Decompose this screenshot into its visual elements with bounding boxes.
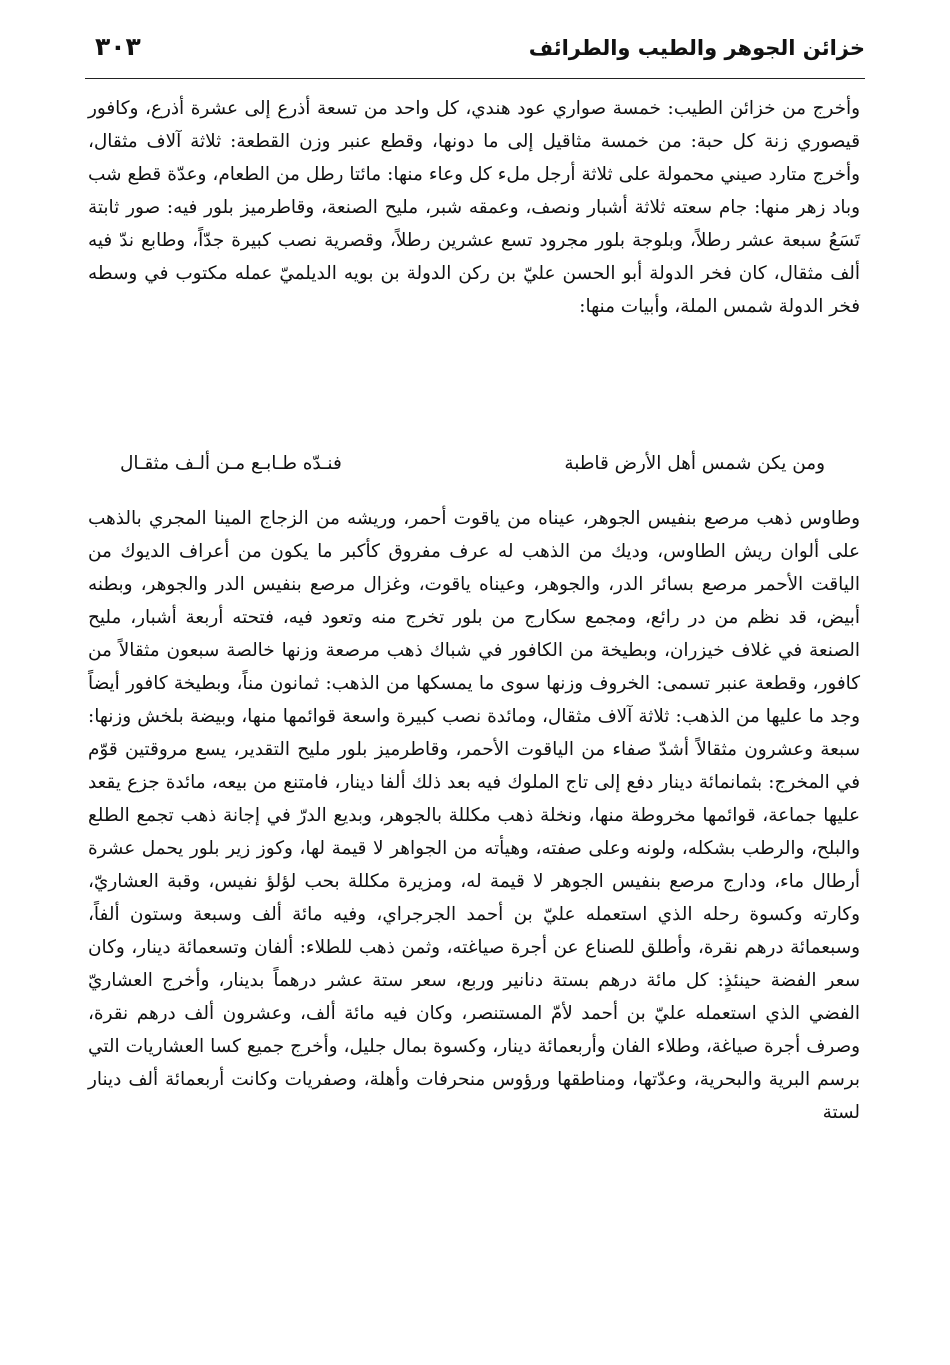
- paragraph-jewel-treasury: وطاوس ذهب مرصع بنفيس الجوهر، عيناه من ياقوت أحمر، وريشه من الزجاج المينا المجري بالذهب على ألوان ريش الطاوس، وديك من الذهب له عرف مفروق كأكبر ما يكون من أعراف الديوك من الياقت الأحمر مرصع بسائر الدر، والجوهر، وعيناه ياقوت، وغزال مرصع بنفيس الدر والجوهر، وبطنه أبيض، قد نظم من در رائع، ومجمع سكارج من بلور تخرج منه وتعود فيه، فتحته أربعة أشبار، مليح الصنعة في غلاف خيزران، وبطيخة من الكافور في شباك ذهب مرصعة وزنها خالصة سبعون مثقالاً من كافور، وقطعة عنبر تسمى: الخروف وزنها سوى ما يمسكها من الذهب: ثمانون مناً، وبطيخة كافور أيضاً وجد ما عليها من الذهب: ثلاثة آلاف مثقال، ومائدة نصب كبيرة واسعة قوائمها منها، وبيضة بلخش وزنها: سبعة وعشرون مثقالاً أشدّ صفاء من الياقوت الأحمر، وقاطرميز بلور مليح التقدير، يسع مروقتين قوّم في المخرج: بثمانمائة دينار دفع إلى تاج الملوك فيه بعد ذلك ألفا دينار، فامتنع من بيعه، مائدة جزع يقعد عليها جماعة، قوائمها مخروطة منها، ونخلة ذهب مكللة بالجوهر، وبديع الدرّ في إجانة ذهب تجمع الطلع والبلح، والرطب بشكله، ولونه وعلى صفته، وهيأته من الجواهر لا قيمة لها، وكوز زير بلور يحمل عشرة أرطال ماء، ودارج مرصع بنفيس الجوهر لا قيمة له، ومزيرة مكللة بحب لؤلؤ نفيس، وقبة العشاريّ، وكارته وكسوة رحله الذي استعمله عليّ بن أحمد الجرجراي، وفيه مائة ألف وسبعة وستون ألفاً، وسبعمائة درهم نقرة، وأطلق للصناع عن أجرة صياغته، وثمن ذهب للطلاء: ألفان وتسعمائة دينار، وكان سعر الفضة حينئذٍ: كل مائة درهم بستة دنانير وربع، سعر ستة عشر درهماً بدينار، وأخرج العشاريّ الفضي الذي استعمله عليّ بن أحمد لأمّ المستنصر، وكان فيه مائة ألف، وعشرون ألف درهم نقرة، وصرف أجرة صياغة، وطلاء الفان وأربعمائة دينار، وكسوة بمال جليل، وأخرج جميع كسا العشاريات التي برسم البرية والبحرية، وعدّتها، ومناطقها ورؤوس منحرفات وأهلة، وصفريات وكانت أربعمائة ألف دينار لستة: [88, 508, 860, 1123]
- verse-first-hemistich: ومن يكن شمس أهل الأرض قاطبة: [564, 453, 825, 474]
- paragraph-perfume-treasury: وأخرج من خزائن الطيب: خمسة صواري عود هندي، كل واحد من تسعة أذرع إلى عشرة أذرع، وكافور قيصوري زنة كل حبة: من خمسة مثاقيل إلى ما دونها، وقطع عنبر وزن القطعة: ثلاثة آلاف مثقال، وأخرج متارد صيني محمولة على ثلاثة أرجل ملء كل وعاء منها: مائتا رطل من الطعام، وعدّة قطع شب وباد زهر منها: جام سعته ثلاثة أشبار ونصف، وعمقه شبر، مليح الصنعة، وقاطرميز بلور فيه: صور ثابتة تَسَعُ سبعة عشر رطلاً، وبلوجة بلور مجرود تسع عشرين رطلاً، وقصرية نصب كبيرة جدّاً، وطابع ندّ فيه ألف مثقال، كان فخر الدولة أبو الحسن عليّ بن ركن الدولة بن بويه الديلميّ عمله مكتوب في وسطه فخر الدولة شمس الملة، وأبيات منها:: [88, 98, 860, 317]
- verse-second-hemistich: فنـدّه طـابـع مـن ألـف مثقـال: [120, 453, 342, 474]
- running-header: [85, 28, 865, 79]
- page-title: خزائن الجوهر والطيب والطرائف: [528, 36, 865, 60]
- poem-verse: [120, 446, 825, 482]
- page-number: ٣٠٣: [95, 32, 141, 61]
